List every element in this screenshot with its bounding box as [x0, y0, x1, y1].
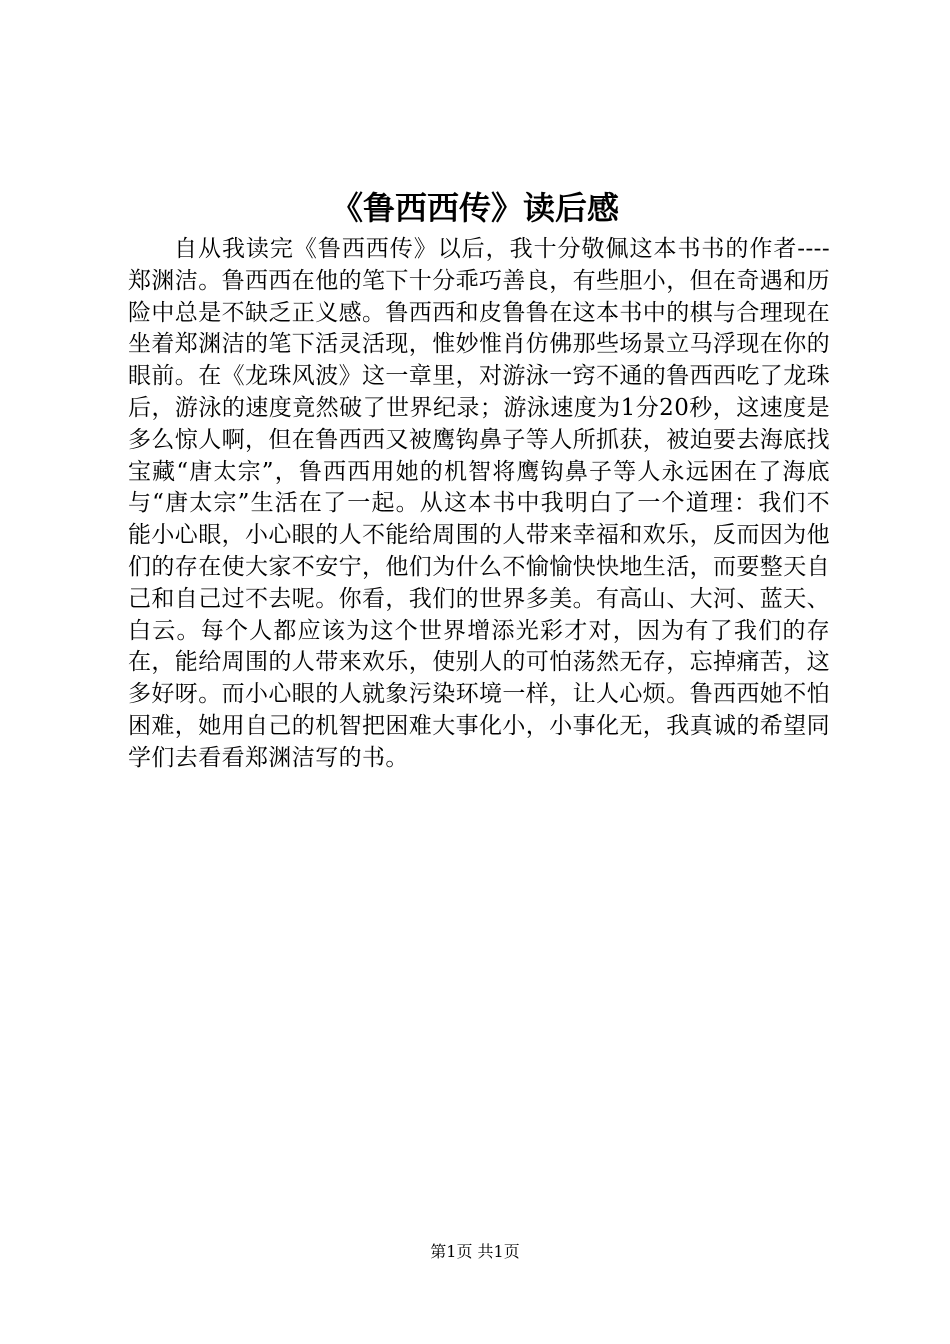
document-body: 自从我读完《鲁西西传》以后，我十分敬佩这本书书的作者----郑渊洁。鲁西西在他的笔下十分乖巧善良，有些胆小，但在奇遇和历险中总是不缺乏正义感。鲁西西和皮鲁鲁在这本书中的棋与合理现在坐着郑渊洁的笔下活灵活现，惟妙惟肖仿佛那些场景立马浮现在你的眼前。在《龙珠风波》这一章里，对游泳一窍不通的鲁西西吃了龙珠后，游泳的速度竟然破了世界纪录；游泳速度为1分20秒，这速度是多么惊人啊，但在鲁西西又被鹰钩鼻子等人所抓获，被迫要去海底找宝藏“唐太宗”，鲁西西用她的机智将鹰钩鼻子等人永远困在了海底与“唐太宗”生活在了一起。从这本书中我明白了一个道理：我们不能小心眼，小心眼的人不能给周围的人带来幸福和欢乐，反而因为他们的存在使大家不安宁，他们为什么不愉愉快快地生活，而要整天自己和自己过不去呢。你看，我们的世界多美。有高山、大河、蓝天、白云。每个人都应该为这个世界增添光彩才对，因为有了我们的存在，能给周围的人带来欢乐，使别人的可怕荡然无存，忘掉痛苦，这多好呀。而小心眼的人就象污染环境一样，让人心烦。鲁西西她不怕困难，她用自己的机智把困难大事化小，小事化无，我真诚的希望同学们去看看郑渊洁写的书。	[128, 236, 830, 771]
page-footer: 第1页 共1页	[430, 1242, 520, 1261]
document-title: 《鲁西西传》读后感	[330, 189, 619, 227]
